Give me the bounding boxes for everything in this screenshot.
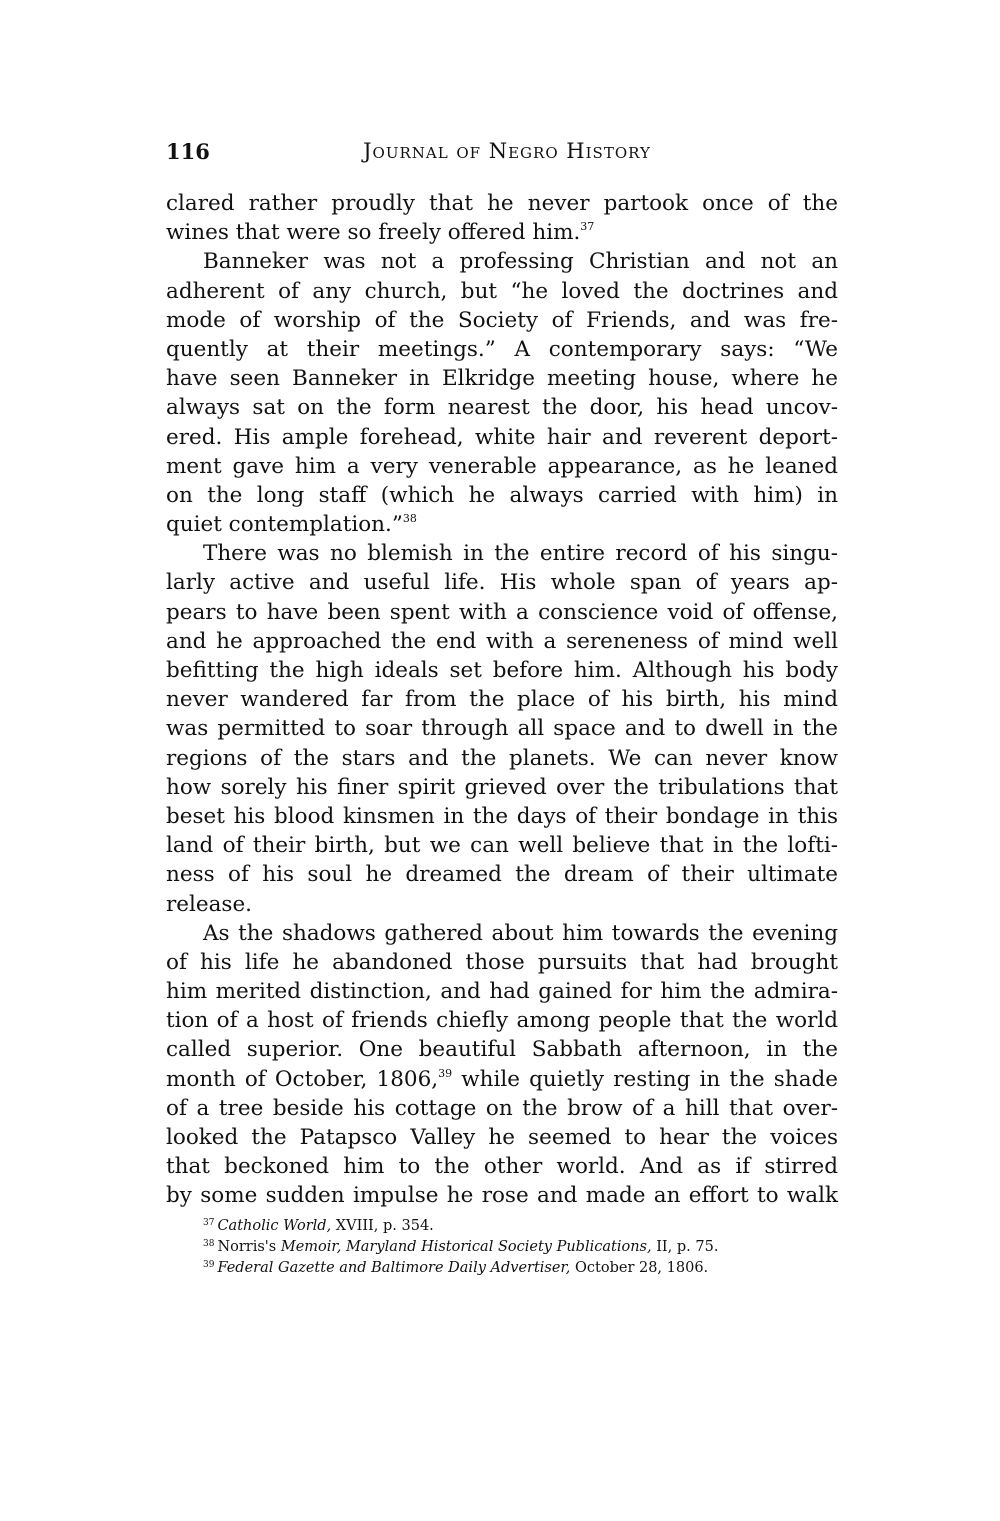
line-text: clared rather proudly that he never partook once of the bbox=[166, 191, 838, 216]
text-line bbox=[166, 860, 838, 889]
text-line bbox=[166, 685, 838, 714]
text-line bbox=[166, 306, 838, 335]
footnote bbox=[203, 1216, 843, 1237]
line-text: Banneker was not a professing Christian and not an bbox=[203, 249, 838, 275]
line-text: mode of worship of the Society of Friends, and was fre- bbox=[166, 307, 838, 333]
footnote-number: 39 bbox=[203, 1260, 215, 1270]
footnote bbox=[203, 1237, 843, 1258]
text-line bbox=[166, 335, 838, 364]
line-text: release. bbox=[166, 891, 253, 917]
text-line bbox=[166, 277, 838, 306]
text-line bbox=[166, 1065, 838, 1094]
line-text: by some sudden impulse he rose and made an effort to walk bbox=[166, 1183, 838, 1209]
page-header bbox=[166, 139, 838, 169]
footnote bbox=[203, 1258, 843, 1279]
citation-text: XVIII, p. 354. bbox=[331, 1218, 434, 1234]
text-line bbox=[166, 568, 838, 597]
citation-text: Norris's bbox=[217, 1239, 281, 1255]
text-line bbox=[166, 598, 838, 627]
line-text: have seen Banneker in Elkridge meeting house, where he bbox=[166, 366, 838, 392]
line-text: month of October, 1806, bbox=[166, 1066, 439, 1092]
citation-text: II, p. 75. bbox=[651, 1239, 719, 1255]
text-line bbox=[166, 218, 838, 247]
text-line bbox=[166, 1123, 838, 1152]
text-line bbox=[166, 189, 838, 218]
line-text: beset his blood kinsmen in the days of their bondage in this bbox=[166, 803, 838, 829]
line-text: called superior. One beautiful Sabbath afternoon, in the bbox=[166, 1037, 838, 1063]
line-text: As the shadows gathered about him towards the evening bbox=[203, 920, 838, 946]
text-line bbox=[166, 977, 838, 1006]
line-text: adherent of any church, but “he loved the doctrines and bbox=[166, 278, 838, 304]
text-line bbox=[166, 802, 838, 831]
text-line bbox=[166, 1152, 838, 1181]
text-line bbox=[166, 364, 838, 393]
text-line bbox=[166, 948, 838, 977]
line-text: larly active and useful life. His whole span of years ap- bbox=[166, 570, 838, 596]
footnote-ref[interactable]: 38 bbox=[402, 512, 417, 526]
line-text: ness of his soul he dreamed the dream of their ultimate bbox=[166, 862, 838, 888]
footnote-number: 37 bbox=[203, 1218, 215, 1228]
line-text: that beckoned him to the other world. And as if stirred bbox=[166, 1154, 838, 1180]
text-line bbox=[166, 393, 838, 422]
line-text: looked the Patapsco Valley he seemed to hear the voices bbox=[166, 1125, 838, 1150]
footnote-number: 38 bbox=[203, 1239, 215, 1249]
text-line bbox=[166, 744, 838, 773]
text-line bbox=[166, 481, 838, 510]
text-line bbox=[166, 656, 838, 685]
text-line bbox=[166, 890, 838, 919]
line-text: and he approached the end with a sereneness of mind well bbox=[166, 628, 838, 654]
line-text: was permitted to soar through all space and to dwell in the bbox=[166, 716, 838, 742]
line-text: of a tree beside his cottage on the brow of a hill that over- bbox=[166, 1095, 838, 1121]
citation-title: Memoir, Maryland Historical Society Publications, bbox=[280, 1239, 652, 1255]
line-text: wines that were so freely offered him. bbox=[166, 220, 581, 246]
line-text: pears to have been spent with a conscience void of offense, bbox=[166, 599, 838, 625]
text-line bbox=[166, 423, 838, 452]
line-text: ment gave him a very venerable appearance, as he leaned bbox=[166, 453, 838, 479]
text-line bbox=[166, 714, 838, 743]
line-text: while quietly resting in the shade bbox=[452, 1066, 838, 1092]
line-text: quiet contemplation.” bbox=[166, 512, 403, 538]
running-head: Journal of Negro History bbox=[363, 139, 651, 163]
text-line bbox=[166, 773, 838, 802]
text-line bbox=[166, 919, 838, 948]
footnote-ref[interactable]: 39 bbox=[438, 1066, 453, 1080]
citation-text: October 28, 1806. bbox=[570, 1260, 709, 1276]
text-line bbox=[166, 1181, 838, 1210]
text-line bbox=[166, 452, 838, 481]
body-text bbox=[166, 189, 838, 1211]
page-number: 116 bbox=[166, 139, 210, 164]
text-line bbox=[166, 510, 838, 539]
text-line bbox=[166, 247, 838, 276]
line-text: of his life he abandoned those pursuits that had brought bbox=[166, 949, 838, 975]
footnote-ref[interactable]: 37 bbox=[580, 220, 595, 234]
line-text: never wandered far from the place of his birth, his mind bbox=[166, 687, 838, 713]
line-text: always sat on the form nearest the door, his head uncov- bbox=[166, 395, 838, 421]
footnotes bbox=[203, 1216, 843, 1279]
citation-title: Catholic World, bbox=[217, 1218, 332, 1234]
line-text: on the long staff (which he always carried with him) in bbox=[166, 482, 838, 508]
line-text: land of their birth, but we can well believe that in the lofti- bbox=[166, 833, 838, 859]
text-line bbox=[166, 831, 838, 860]
line-text: how sorely his finer spirit grieved over the tribulations that bbox=[166, 774, 838, 800]
line-text: regions of the stars and the planets. We can never know bbox=[166, 745, 838, 771]
text-line bbox=[166, 539, 838, 568]
line-text: There was no blemish in the entire record of his singu- bbox=[203, 541, 838, 567]
citation-title: Federal Gazette and Baltimore Daily Advertiser, bbox=[217, 1260, 571, 1276]
line-text: tion of a host of friends chiefly among people that the world bbox=[166, 1008, 838, 1034]
text-line bbox=[166, 627, 838, 656]
text-line bbox=[166, 1035, 838, 1064]
line-text: ered. His ample forehead, white hair and reverent deport- bbox=[166, 424, 838, 450]
text-line bbox=[166, 1094, 838, 1123]
line-text: him merited distinction, and had gained for him the admira- bbox=[166, 979, 838, 1005]
line-text: befitting the high ideals set before him. Although his body bbox=[166, 658, 838, 683]
text-line bbox=[166, 1006, 838, 1035]
line-text: quently at their meetings.” A contemporary says: “We bbox=[166, 336, 838, 362]
